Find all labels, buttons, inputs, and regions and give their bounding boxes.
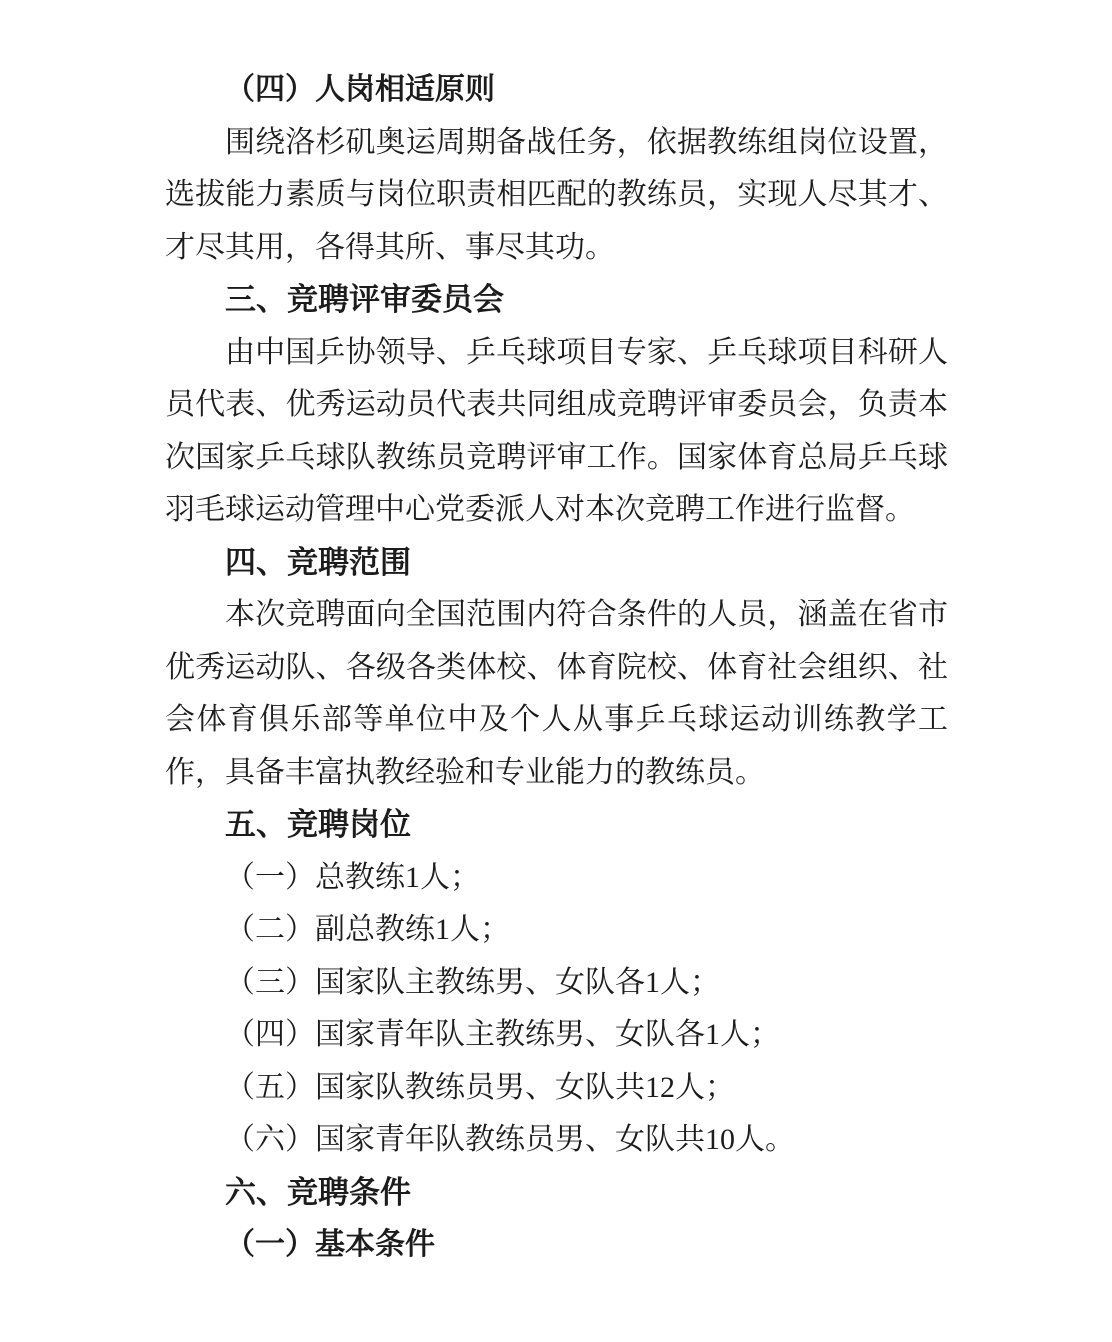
body-line: 羽毛球运动管理中心党委派人对本次竞聘工作进行监督。 bbox=[165, 493, 915, 526]
body-line: 本次竞聘面向全国范围内符合条件的人员，涵盖在省市 bbox=[225, 598, 948, 631]
body-line: 作，具备丰富执教经验和专业能力的教练员。 bbox=[165, 755, 765, 789]
list-item: （四）国家青年队主教练男、女队各1人； bbox=[225, 1018, 780, 1051]
body-line: 员代表、优秀运动员代表共同组成竞聘评审委员会，负责本 bbox=[165, 388, 948, 421]
section-heading: 四、竞聘范围 bbox=[225, 544, 411, 580]
section-subheading: （四）人岗相适原则 bbox=[225, 73, 495, 106]
body-line: 选拔能力素质与岗位职责相匹配的教练员，实现人尽其才、 bbox=[165, 178, 948, 211]
body-line: 由中国乒协领导、乒乓球项目专家、乒乓球项目科研人 bbox=[225, 335, 948, 369]
section-heading: 三、竞聘评审委员会 bbox=[225, 282, 504, 317]
list-item: （一）总教练1人； bbox=[225, 860, 480, 894]
section-heading: 五、竞聘岗位 bbox=[225, 807, 411, 842]
list-item: （五）国家队教练员男、女队共12人； bbox=[225, 1070, 735, 1104]
list-item: （三）国家队主教练男、女队各1人； bbox=[225, 965, 720, 999]
section-heading: 六、竞聘条件 bbox=[225, 1174, 411, 1210]
list-item: （六）国家青年队教练员男、女队共10人。 bbox=[225, 1123, 795, 1156]
body-line: 会体育俱乐部等单位中及个人从事乒乓球运动训练教学工 bbox=[165, 703, 948, 736]
body-line: 才尽其用，各得其所、事尽其功。 bbox=[165, 230, 615, 264]
body-line: 次国家乒乓球队教练员竞聘评审工作。国家体育总局乒乓球 bbox=[165, 440, 948, 474]
body-line: 围绕洛杉矶奥运周期备战任务，依据教练组岗位设置， bbox=[225, 125, 948, 159]
list-item: （二）副总教练1人； bbox=[225, 913, 510, 946]
section-subheading: （一）基本条件 bbox=[225, 1228, 435, 1261]
body-line: 优秀运动队、各级各类体校、体育院校、体育社会组织、社 bbox=[165, 650, 948, 684]
